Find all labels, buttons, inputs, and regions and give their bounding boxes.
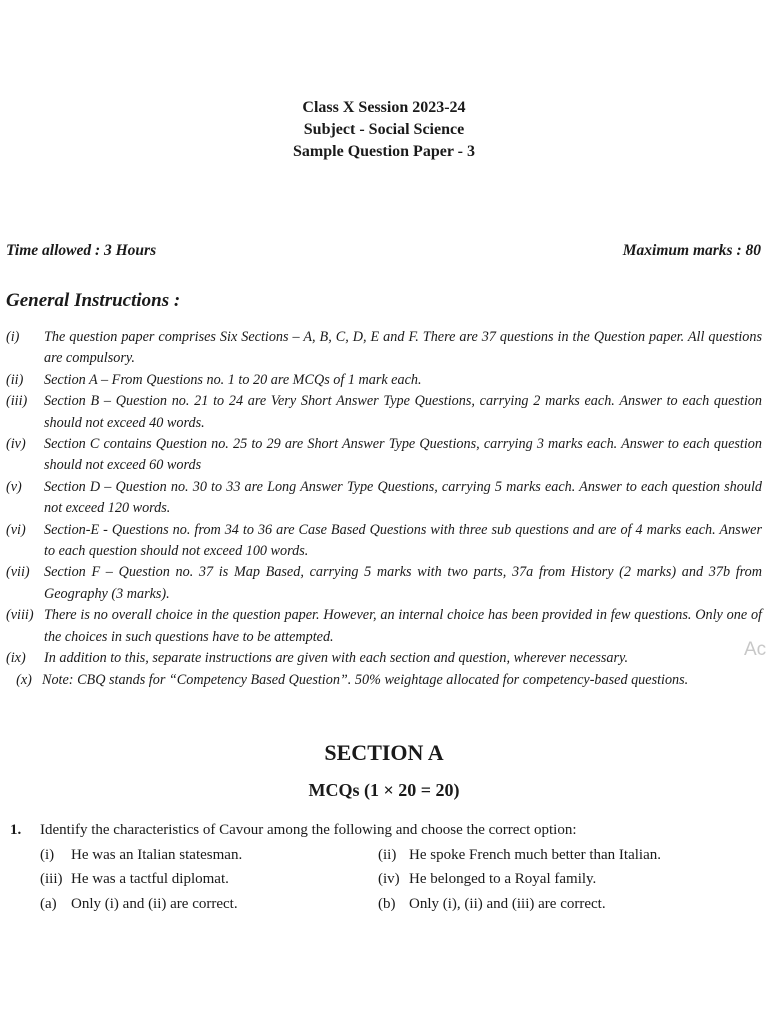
instruction-item xyxy=(6,434,762,477)
question-number: 1. xyxy=(10,822,22,838)
option-iii xyxy=(40,867,378,892)
option-label: (a) xyxy=(40,895,57,912)
instruction-text: Section F – Question no. 37 is Map Based, carrying 5 marks with two parts, 37a from History (2 marks) and 37b from Geography (3 marks). xyxy=(44,564,762,602)
option-iv xyxy=(378,867,760,892)
instruction-text: Note: CBQ stands for “Competency Based Question”. 50% weightage allocated for competency-based questions. xyxy=(42,671,689,688)
instruction-item xyxy=(6,477,762,520)
option-text: He spoke French much better than Italian. xyxy=(409,846,661,863)
instruction-number: (vi) xyxy=(6,521,26,538)
option-ii xyxy=(378,843,760,868)
answer-choice-b xyxy=(378,892,760,917)
instruction-text: Section C contains Question no. 25 to 29 are Short Answer Type Questions, carrying 3 marks each. Answer to each question should not exceed 60 words xyxy=(44,436,762,474)
watermark-text: Ac xyxy=(744,639,767,660)
section-subtitle: MCQs (1 × 20 = 20) xyxy=(308,780,460,800)
option-label: (b) xyxy=(378,895,396,912)
header-subject: Subject - Social Science xyxy=(303,121,465,138)
option-text: He belonged to a Royal family. xyxy=(409,871,597,887)
instructions-list xyxy=(6,327,762,691)
instruction-text: There is no overall choice in the question paper. However, an internal choice has been provided in few questions. Only one of the choices in such questions have to be attempted. xyxy=(44,607,762,645)
instruction-number: (vii) xyxy=(6,564,30,581)
instruction-number: (ii) xyxy=(6,371,24,388)
option-text: Only (i) and (ii) are correct. xyxy=(71,895,238,912)
header-paper-title: Sample Question Paper - 3 xyxy=(293,143,475,160)
option-label: (ii) xyxy=(378,846,397,863)
instruction-text: In addition to this, separate instructions are given with each section and question, wherever necessary. xyxy=(44,650,629,667)
instruction-text: The question paper comprises Six Sections – A, B, C, D, E and F. There are 37 questions in the Question paper. All questions are compulsory. xyxy=(44,329,762,367)
section-title: SECTION A xyxy=(324,740,444,765)
question-1 xyxy=(10,818,760,916)
instruction-item xyxy=(6,391,762,434)
instruction-item xyxy=(6,520,762,563)
instruction-text: Section B – Question no. 21 to 24 are Very Short Answer Type Questions, carrying 2 marks each. Answer to each question should not exceed 40 words. xyxy=(44,393,762,431)
instruction-text: Section D – Question no. 30 to 33 are Long Answer Type Questions, carrying 5 marks each. Answer to each question should not exceed 120 words. xyxy=(44,478,762,517)
answer-choice-a xyxy=(40,892,378,917)
instruction-item xyxy=(6,327,762,370)
header-class-session: Class X Session 2023-24 xyxy=(302,99,466,116)
option-label: (iii) xyxy=(40,871,63,887)
maximum-marks: Maximum marks : 80 xyxy=(622,242,761,259)
instruction-item xyxy=(6,670,762,691)
instruction-number: (iii) xyxy=(6,393,28,410)
time-allowed: Time allowed : 3 Hours xyxy=(6,242,157,259)
option-label: (i) xyxy=(40,846,55,863)
option-label: (iv) xyxy=(378,871,400,887)
question-options xyxy=(40,843,760,917)
instruction-number: (i) xyxy=(6,329,20,345)
question-stem: Identify the characteristics of Cavour among the following and choose the correct option: xyxy=(40,822,577,838)
option-text: He was a tactful diplomat. xyxy=(71,871,229,887)
instruction-text: Section A – From Questions no. 1 to 20 are MCQs of 1 mark each. xyxy=(44,371,422,388)
instruction-item xyxy=(6,648,762,669)
instruction-number: (viii) xyxy=(6,607,34,624)
instruction-item xyxy=(6,370,762,391)
instruction-number: (v) xyxy=(6,478,22,495)
option-text: He was an Italian statesman. xyxy=(71,846,243,863)
instruction-number: (iv) xyxy=(6,436,26,453)
general-instructions-title: General Instructions : xyxy=(6,290,181,311)
instruction-text: Section-E - Questions no. from 34 to 36 are Case Based Questions with three sub questions and are of 4 marks each. Answer to each question should not exceed 100 words. xyxy=(44,521,762,560)
option-text: Only (i), (ii) and (iii) are correct. xyxy=(409,895,606,912)
instruction-number: (x) xyxy=(16,671,32,688)
instruction-item xyxy=(6,562,762,605)
instruction-item xyxy=(6,605,762,648)
question-stem-row xyxy=(10,818,760,843)
option-i xyxy=(40,843,378,868)
paper-header xyxy=(0,97,768,163)
instruction-number: (ix) xyxy=(6,650,26,667)
